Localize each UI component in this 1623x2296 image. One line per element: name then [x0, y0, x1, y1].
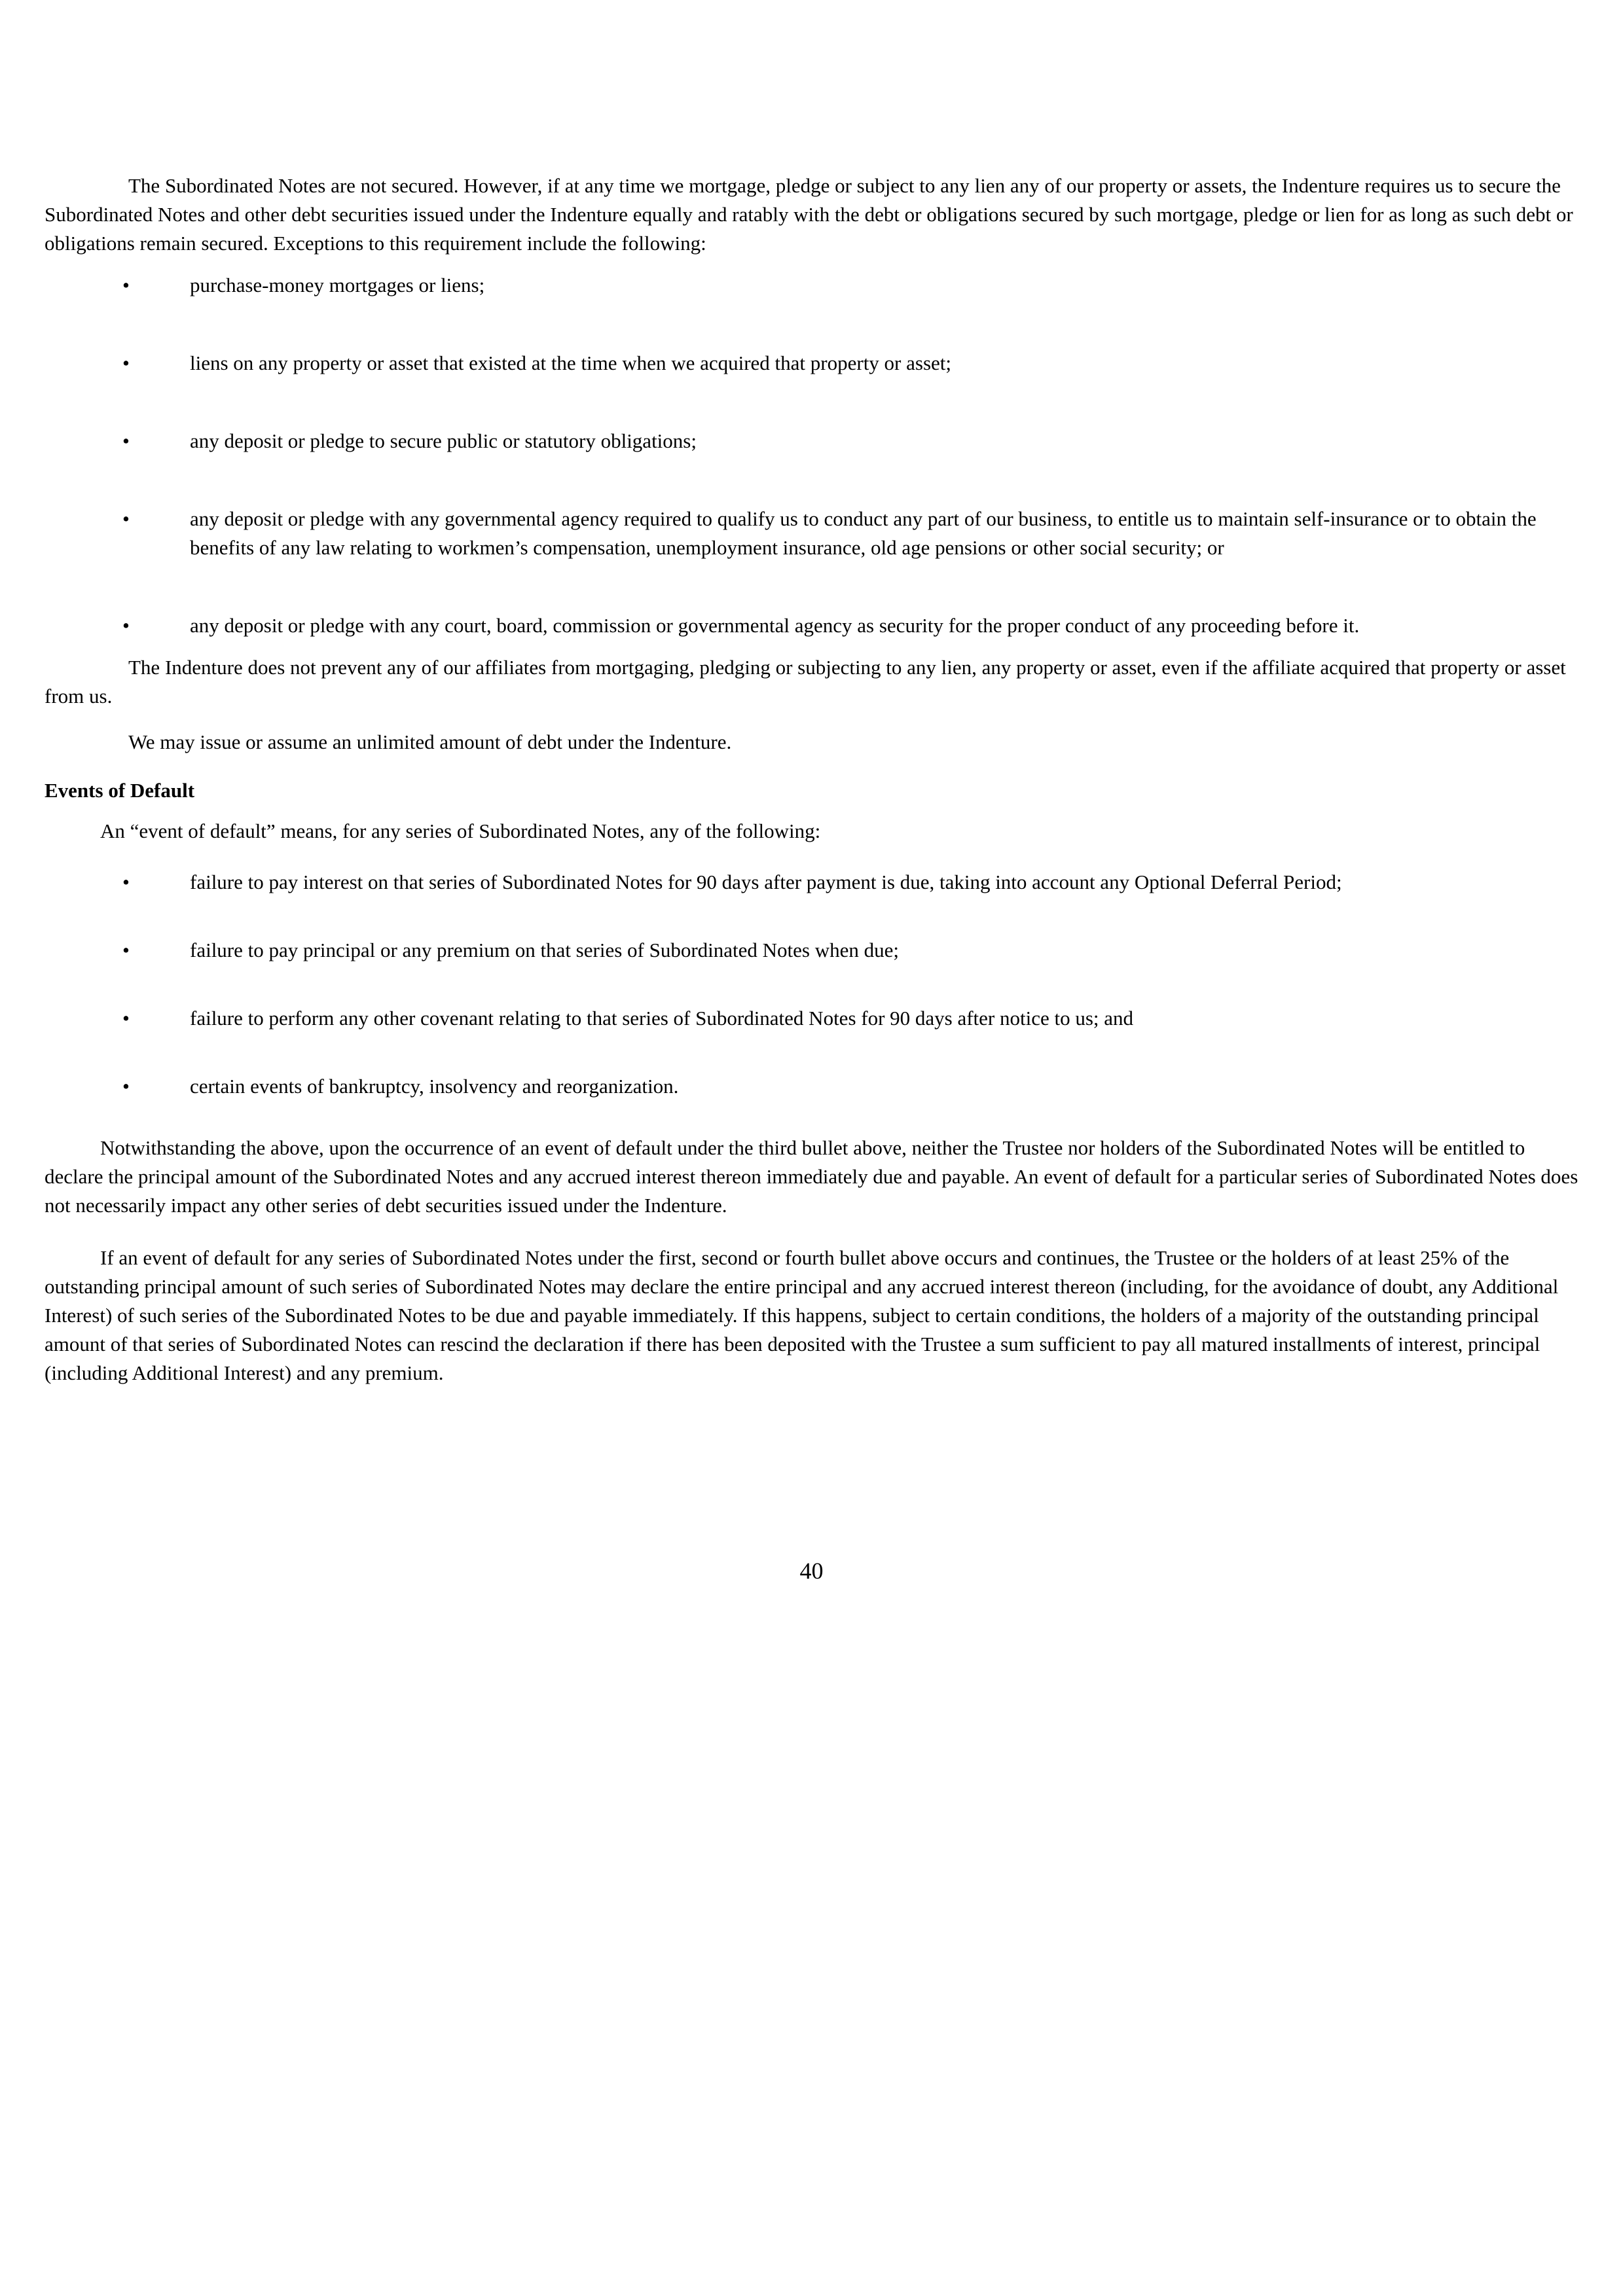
list-item-text: certain events of bankruptcy, insolvency and reorganization. — [190, 1075, 679, 1098]
paragraph-intro: The Subordinated Notes are not secured. However, if at any time we mortgage, pledge or subject to any lien any of our property or assets, the Indenture requires us to secure the Subordinated Notes and other debt securities issued under the Indenture equally and ratably with the debt or obligations secured by such mortgage, pledge or lien for as long as such debt or obligations remain secured. Exceptions to this requirement include the following: — [45, 174, 1573, 255]
bullet-icon: • — [122, 1007, 130, 1030]
list-item — [45, 271, 1584, 300]
list-item-text: any deposit or pledge to secure public or statutory obligations; — [190, 429, 697, 452]
page-number: 40 — [799, 1558, 824, 1584]
bullet-icon: • — [122, 1075, 130, 1098]
bullet-icon: • — [122, 614, 130, 637]
paragraph-events-intro: An “event of default” means, for any series of Subordinated Notes, any of the following: — [100, 819, 821, 842]
list-item-text: failure to pay interest on that series of Subordinated Notes for 90 days after payment is due, taking into account any Optional Deferral Period; — [190, 870, 1342, 893]
list-item-text: any deposit or pledge with any court, board, commission or governmental agency as security for the proper conduct of any proceeding before it. — [190, 614, 1360, 637]
bullet-icon: • — [122, 507, 130, 530]
list-item — [45, 349, 1584, 378]
list-item — [45, 1004, 1584, 1033]
list-item-text: purchase-money mortgages or liens; — [190, 274, 485, 296]
paragraph-notwithstanding: Notwithstanding the above, upon the occurrence of an event of default under the third bullet above, neither the Trustee nor holders of the Subordinated Notes will be entitled to declare the principal amount of the Subordinated Notes and any accrued interest thereon immediately due and payable. An event of default for a particular series of Subordinated Notes does not necessarily impact any other series of debt securities issued under the Indenture. — [45, 1136, 1578, 1217]
bullet-icon: • — [122, 870, 130, 893]
bullet-icon: • — [122, 351, 130, 374]
list-item-text: failure to perform any other covenant relating to that series of Subordinated Notes for 90 days after notice to us; and — [190, 1007, 1134, 1030]
paragraph-unlimited-debt: We may issue or assume an unlimited amount of debt under the Indenture. — [128, 730, 732, 753]
default-events-list — [45, 868, 1584, 1101]
list-item — [45, 936, 1584, 965]
list-item — [45, 505, 1584, 562]
paragraph-acceleration: If an event of default for any series of Subordinated Notes under the first, second or fourth bullet above occurs and continues, the Trustee or the holders of at least 25% of the outstanding principal amount of such series of Subordinated Notes may declare the entire principal and any accrued interest thereon (including, for the avoidance of doubt, any Additional Interest) of such series of the Subordinated Notes to be due and payable immediately. If this happens, subject to certain conditions, the holders of a majority of the outstanding principal amount of that series of Subordinated Notes can rescind the declaration if there has been deposited with the Trustee a sum sufficient to pay all matured installments of interest, principal (including Additional Interest) and any premium. — [45, 1246, 1559, 1384]
bullet-icon: • — [122, 939, 130, 961]
lien-exceptions-list — [45, 271, 1584, 640]
bullet-icon: • — [122, 274, 130, 296]
section-heading: Events of Default — [45, 779, 195, 802]
list-item-text: any deposit or pledge with any governmental agency required to qualify us to conduct any part of our business, to entitle us to maintain self-insurance or to obtain the benefits of any law relating to workmen’s compensation, unemployment insurance, old age pensions or other social security; or — [190, 507, 1537, 559]
list-item — [45, 611, 1584, 640]
document-page — [45, 171, 1584, 1388]
paragraph-affiliates: The Indenture does not prevent any of our affiliates from mortgaging, pledging or subjecting to any lien, any property or asset, even if the affiliate acquired that property or asset from us. — [45, 656, 1566, 708]
list-item-text: failure to pay principal or any premium on that series of Subordinated Notes when due; — [190, 939, 899, 961]
bullet-icon: • — [122, 429, 130, 452]
list-item — [45, 1072, 1584, 1101]
list-item — [45, 427, 1584, 456]
list-item-text: liens on any property or asset that existed at the time when we acquired that property or asset; — [190, 351, 951, 374]
list-item — [45, 868, 1584, 897]
